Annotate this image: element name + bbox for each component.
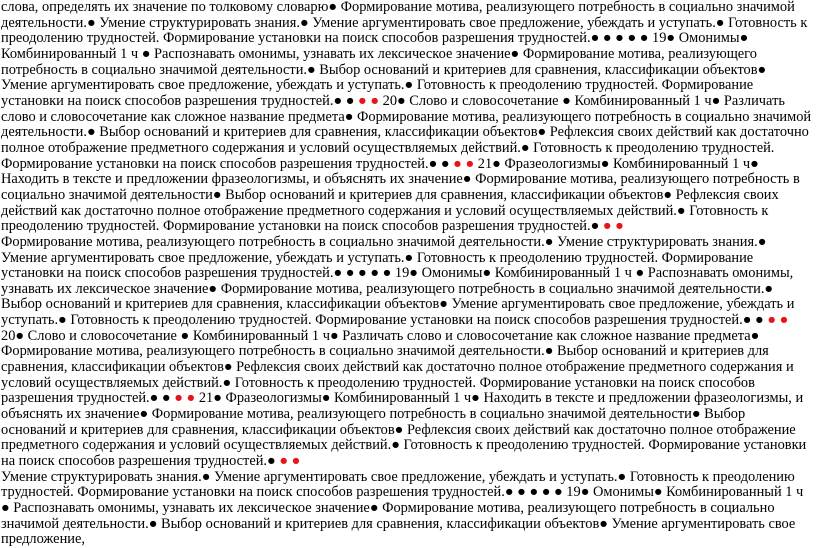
text-block-3 (0, 470, 816, 548)
block-2-text-3: 21● Фразеологизмы● Комбинированный 1 ч● Находить в тексте и предложении фразеологизмы, и объяснять их значение● Формирование мотива, реализующего потребность в социально значимой деятельности● Выбор оснований и критериев для сравнения, классификации объектов● Рефлексия своих действий как достаточно полное отображение предметного содержания и условий осуществляемых действий.● Готовность к преодолению трудностей. Формирование установки на поиск способов разрешения трудностей.● (1, 390, 807, 470)
block-2-text: Формирование мотива, реализующего потребность в социально значимой деятельности.● Умение структурировать знания.● Умение аргументировать свое предложение, убеждать и уступать.● Готовность к преодолению трудностей. Формирование установки на поиск способов разрешения трудностей.● ● ● ● ● 19● Омонимы● Комбинированный 1 ч ● Распознавать омонимы, узнавать их лексическое значение● Формирование мотива, реализующего потребность в социально значимой деятельности.● Выбор оснований и критериев для сравнения, классификации объектов● Умение аргументировать свое предложение, убеждать и уступать.● Готовность к преодолению трудностей. Формирование установки на поиск способов разрешения трудностей.● ● (1, 233, 795, 329)
block-2-red-bullets-3: ● ● (279, 453, 301, 470)
block-1-text-3: 21● Фразеологизмы● Комбинированный 1 ч● Находить в тексте и предложении фразеологизмы, и объяснять их значение● Формирование мотива, реализующего потребность в социально значимой деятельности● Выбор оснований и критериев для сравнения, классификации объектов● Рефлексия своих действий как достаточно полное отображение предметного содержания и условий осуществляемых действий.● Готовность к преодолению трудностей. Формирование установки на поиск способов разрешения трудностей.● (1, 155, 800, 235)
block-3-text: Умение структурировать знания.● Умение аргументировать свое предложение, убеждать и уступать.● Готовность к преодолению трудностей. Формирование установки на поиск способов разрешения трудностей.● ● ● ● ● 19● Омонимы● Комбинированный 1 ч ● Распознавать омонимы, узнавать их лексическое значение● Формирование мотива, реализующего потребность в социально значимой деятельности.● Выбор оснований и критериев для сравнения, классификации объектов● Умение аргументировать свое предложение, (1, 468, 804, 548)
text-block-1 (0, 0, 816, 235)
block-1-red-bullets: ● ● (358, 92, 383, 109)
block-2-red-bullets: ● ● (767, 312, 789, 329)
block-1-text-2: 20● Слово и словосочетание ● Комбинированный 1 ч● Различать слово и словосочетание как сложное название предмета● Формирование мотива, реализующего потребность в социально значимой деятельности.● Выбор оснований и критериев для сравнения, классификации объектов● Рефлексия своих действий как достаточно полное отображение предметного содержания и условий осуществляемых действий.● Готовность к преодолению трудностей. Формирование установки на поиск способов разрешения трудностей.● ● (1, 92, 812, 172)
block-2-red-bullets-2: ● ● (174, 390, 199, 407)
block-2-text-2: 20● Слово и словосочетание ● Комбинированный 1 ч● Различать слово и словосочетание как сложное название предмета● Формирование мотива, реализующего потребность в социально значимой деятельности.● Выбор оснований и критериев для сравнения, классификации объектов● Рефлексия своих действий как достаточно полное отображение предметного содержания и условий осуществляемых действий.● Готовность к преодолению трудностей. Формирование установки на поиск способов разрешения трудностей.● ● (1, 327, 794, 407)
text-block-2 (0, 235, 816, 470)
block-1-red-bullets-3: ● ● (602, 218, 624, 235)
block-1-red-bullets-2: ● ● (453, 155, 478, 172)
block-1-text: слова, определять их значение по толковому словарю● Формирование мотива, реализующего потребность в социально значимой деятельности.● Умение структурировать знания.● Умение аргументировать свое предложение, убеждать и уступать.● Готовность к преодолению трудностей. Формирование установки на поиск способов разрешения трудностей.● ● ● ● ● 19● Омонимы● Комбинированный 1 ч ● Распознавать омонимы, узнавать их лексическое значение● Формирование мотива, реализующего потребность в социально значимой деятельности.● Выбор оснований и критериев для сравнения, классификации объектов● Умение аргументировать свое предложение, убеждать и уступать.● Готовность к преодолению трудностей. Формирование установки на поиск способов разрешения трудностей.● ● (1, 0, 808, 109)
